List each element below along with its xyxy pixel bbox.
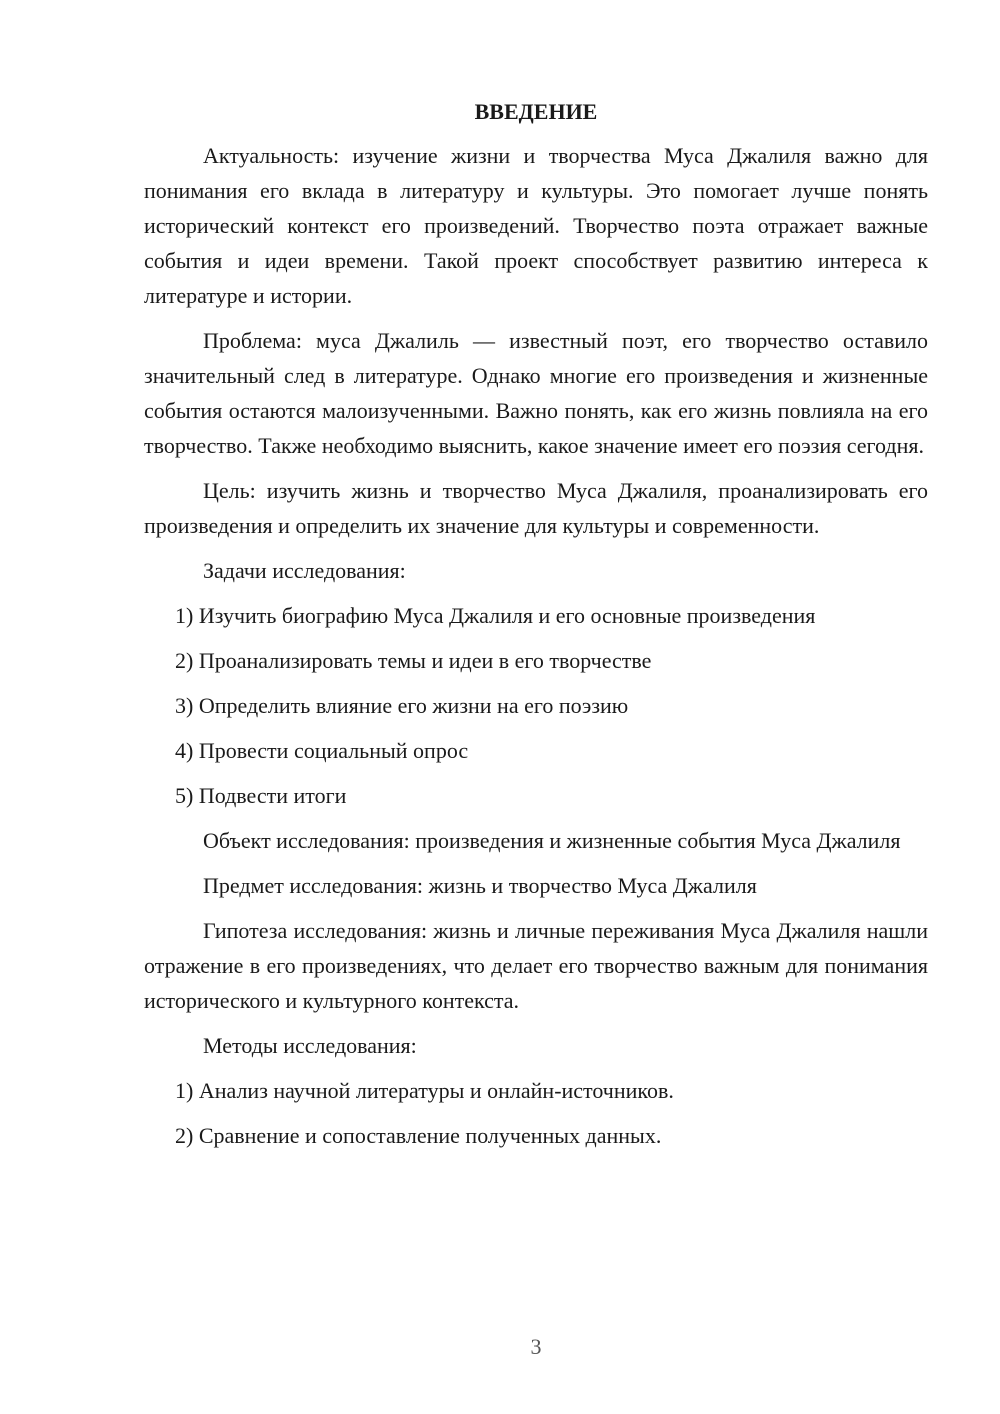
- page-content: [144, 98, 928, 1163]
- tasks-heading: Задачи исследования:: [203, 558, 406, 583]
- task-item: 1) Изучить биографию Муса Джалиля и его основные произведения: [175, 603, 816, 628]
- problem-paragraph: Проблема: муса Джалиль — известный поэт, его творчество оставило значительный след в литературе. Однако многие его произведения и жизненные события остаются малоизученными. Важно понять, как его жизнь повлияла на его творчество. Также необходимо выяснить, какое значение имеет его поэзия сегодня.: [144, 328, 928, 458]
- task-item: 2) Проанализировать темы и идеи в его творчестве: [175, 648, 652, 673]
- methods-list: [144, 1073, 928, 1153]
- hypothesis-paragraph: Гипотеза исследования: жизнь и личные переживания Муса Джалиля нашли отражение в его произведениях, что делает его творчество важным для понимания исторического и культурного контекста.: [144, 918, 928, 1013]
- subject-paragraph: Предмет исследования: жизнь и творчество Муса Джалиля: [203, 873, 757, 898]
- task-item: 3) Определить влияние его жизни на его поэзию: [175, 693, 629, 718]
- relevance-paragraph: Актуальность: изучение жизни и творчества Муса Джалиля важно для понимания его вклада в литературу и культуры. Это помогает лучше понять исторический контекст его произведений. Творчество поэта отражает важные события и идеи времени. Такой проект способствует развитию интереса к литературе и истории.: [144, 143, 928, 308]
- goal-paragraph: Цель: изучить жизнь и творчество Муса Джалиля, проанализировать его произведения и определить их значение для культуры и современности.: [144, 478, 928, 538]
- tasks-list: [144, 598, 928, 813]
- task-item: 4) Провести социальный опрос: [175, 738, 469, 763]
- methods-heading: Методы исследования:: [203, 1033, 417, 1058]
- object-paragraph: Объект исследования: произведения и жизненные события Муса Джалиля: [203, 828, 901, 853]
- task-item: 5) Подвести итоги: [175, 783, 347, 808]
- method-item: 1) Анализ научной литературы и онлайн-источников.: [175, 1078, 674, 1103]
- section-title: ВВЕДЕНИЕ: [474, 99, 598, 124]
- page-number: 3: [530, 1334, 542, 1359]
- method-item: 2) Сравнение и сопоставление полученных данных.: [175, 1123, 662, 1148]
